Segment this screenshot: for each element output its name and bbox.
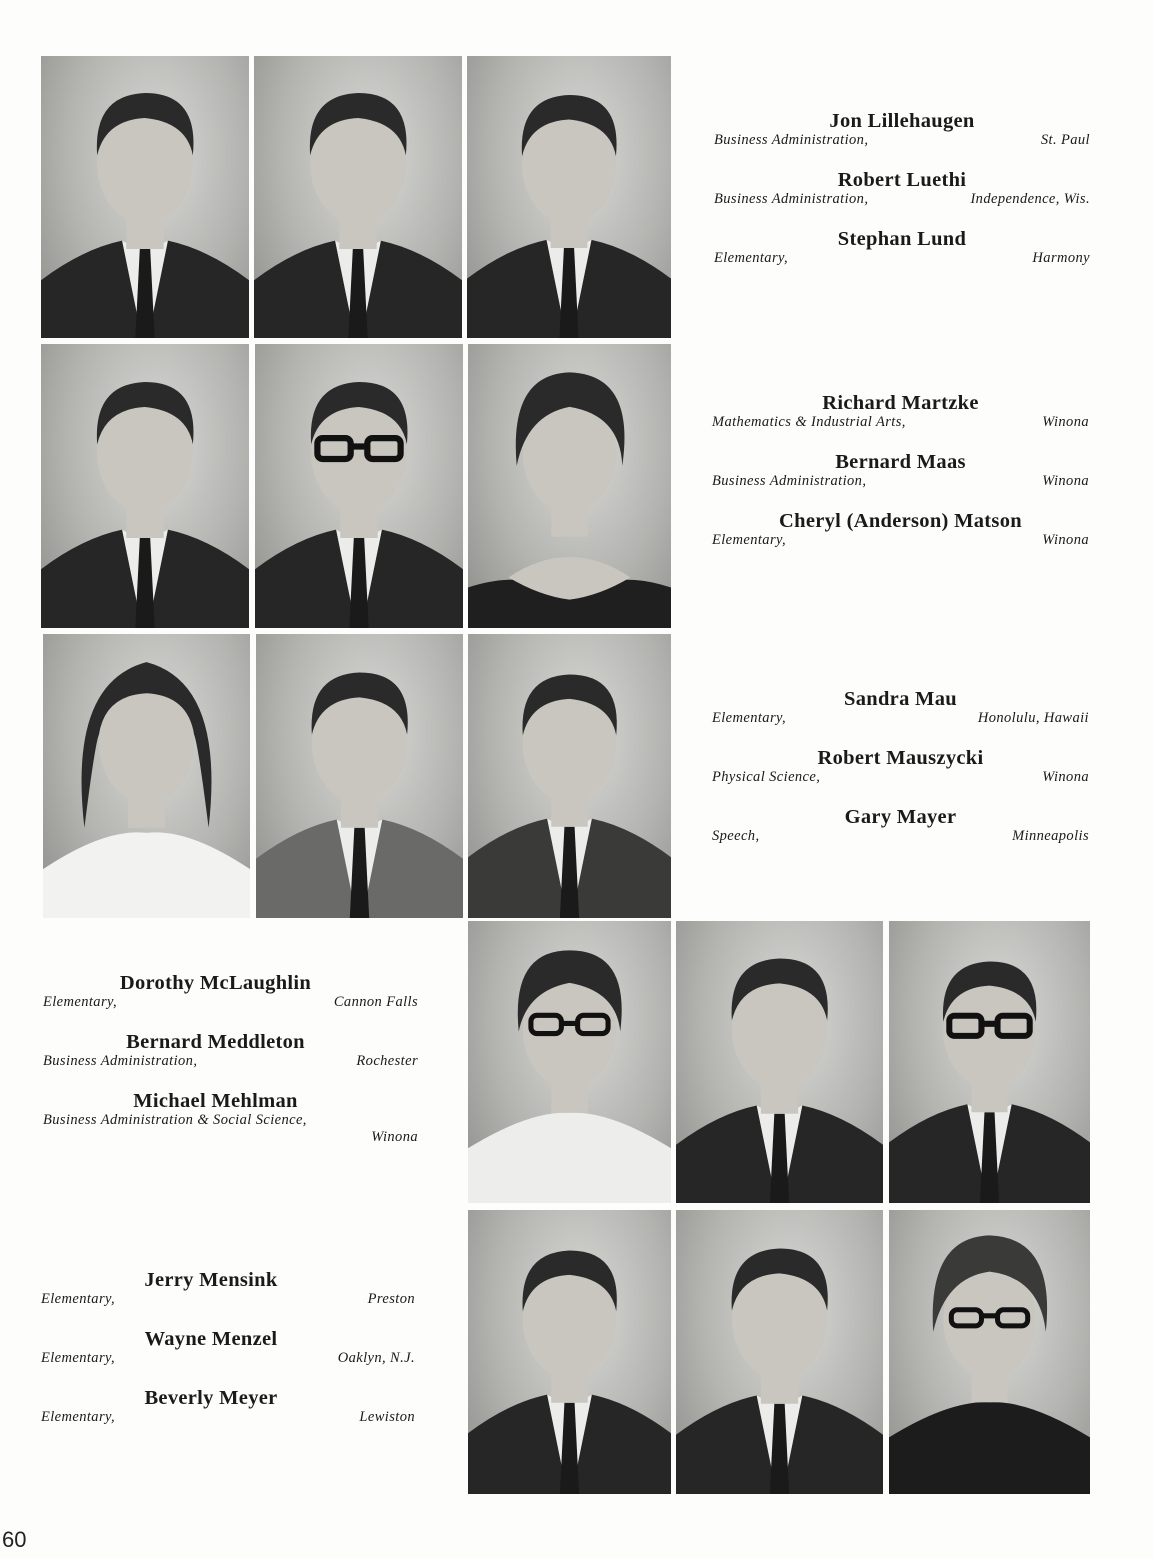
student-hometown: Winona — [1042, 532, 1089, 548]
student-name: Cheryl (Anderson) Matson — [779, 510, 1022, 532]
student-major: Business Administration, — [714, 132, 869, 148]
student-name: Robert Mauszycki — [817, 747, 984, 769]
student-hometown: Winona — [371, 1129, 418, 1145]
portrait-photo — [676, 921, 883, 1203]
student-details — [714, 191, 1090, 208]
student-details — [43, 994, 418, 1011]
portrait-photo — [468, 1210, 671, 1494]
student-hometown: Cannon Falls — [333, 994, 418, 1010]
portrait-photo — [468, 921, 671, 1203]
portrait-photo — [256, 634, 463, 918]
student-name: Robert Luethi — [837, 169, 967, 191]
student-hometown: Minneapolis — [1012, 828, 1089, 844]
caption-group — [43, 972, 418, 1146]
student-hometown: Rochester — [356, 1053, 418, 1069]
student-major: Elementary, — [41, 1291, 116, 1307]
student-name: Dorothy McLaughlin — [119, 972, 312, 994]
student-name: Wayne Menzel — [144, 1328, 278, 1350]
student-hometown: Harmony — [1032, 250, 1090, 266]
student-hometown: Oaklyn, N.J. — [337, 1350, 415, 1366]
student-name: Stephan Lund — [837, 228, 967, 250]
caption-group — [41, 1269, 415, 1426]
student-details — [714, 250, 1090, 267]
student-major: Elementary, — [41, 1409, 116, 1425]
caption-group — [712, 688, 1089, 845]
student-details — [712, 710, 1089, 727]
student-name: Gary Mayer — [844, 806, 957, 828]
student-details — [41, 1409, 415, 1426]
student-major: Business Administration, — [712, 473, 867, 489]
portrait-photo — [467, 56, 671, 338]
student-details — [712, 414, 1089, 431]
portrait-photo — [43, 634, 250, 918]
student-details — [43, 1112, 418, 1129]
student-hometown: Winona — [1042, 473, 1089, 489]
student-name: Bernard Maas — [835, 451, 966, 473]
portrait-photo — [255, 344, 463, 628]
student-details — [714, 132, 1090, 149]
student-major: Physical Science, — [712, 769, 821, 785]
student-details — [41, 1291, 415, 1308]
student-hometown: St. Paul — [1040, 132, 1090, 148]
portrait-photo — [468, 634, 671, 918]
student-hometown: Honolulu, Hawaii — [977, 710, 1089, 726]
portrait-photo — [676, 1210, 883, 1494]
page-number: 60 — [2, 1527, 27, 1552]
student-name: Jon Lillehaugen — [829, 110, 975, 132]
student-details — [43, 1053, 418, 1070]
student-major: Business Administration, — [43, 1053, 198, 1069]
student-name: Beverly Meyer — [144, 1387, 278, 1409]
student-major: Mathematics & Industrial Arts, — [712, 414, 906, 430]
student-major: Elementary, — [43, 994, 118, 1010]
student-details — [712, 828, 1089, 845]
portrait-photo — [889, 1210, 1090, 1494]
portrait-photo — [468, 344, 671, 628]
portrait-photo — [41, 56, 249, 338]
student-hometown: Independence, Wis. — [970, 191, 1090, 207]
student-major: Elementary, — [41, 1350, 116, 1366]
student-name: Michael Mehlman — [133, 1090, 298, 1112]
student-major: Elementary, — [712, 710, 787, 726]
student-hometown: Lewiston — [359, 1409, 415, 1425]
student-hometown: Preston — [367, 1291, 415, 1307]
caption-group — [712, 392, 1089, 549]
student-major: Business Administration, — [714, 191, 869, 207]
student-details — [41, 1350, 415, 1367]
student-details — [712, 532, 1089, 549]
student-major: Elementary, — [714, 250, 789, 266]
portrait-photo — [889, 921, 1090, 1203]
student-major: Business Administration & Social Science, — [43, 1112, 307, 1128]
portrait-photo — [41, 344, 249, 628]
student-name: Richard Martzke — [822, 392, 979, 414]
student-major: Speech, — [712, 828, 760, 844]
student-name: Bernard Meddleton — [126, 1031, 305, 1053]
caption-group — [714, 110, 1090, 267]
student-name: Sandra Mau — [844, 688, 957, 710]
student-name: Jerry Mensink — [144, 1269, 278, 1291]
student-details — [712, 473, 1089, 490]
student-major: Elementary, — [712, 532, 787, 548]
student-hometown: Winona — [1042, 769, 1089, 785]
student-details — [712, 769, 1089, 786]
portrait-photo — [254, 56, 462, 338]
student-hometown: Winona — [1042, 414, 1089, 430]
